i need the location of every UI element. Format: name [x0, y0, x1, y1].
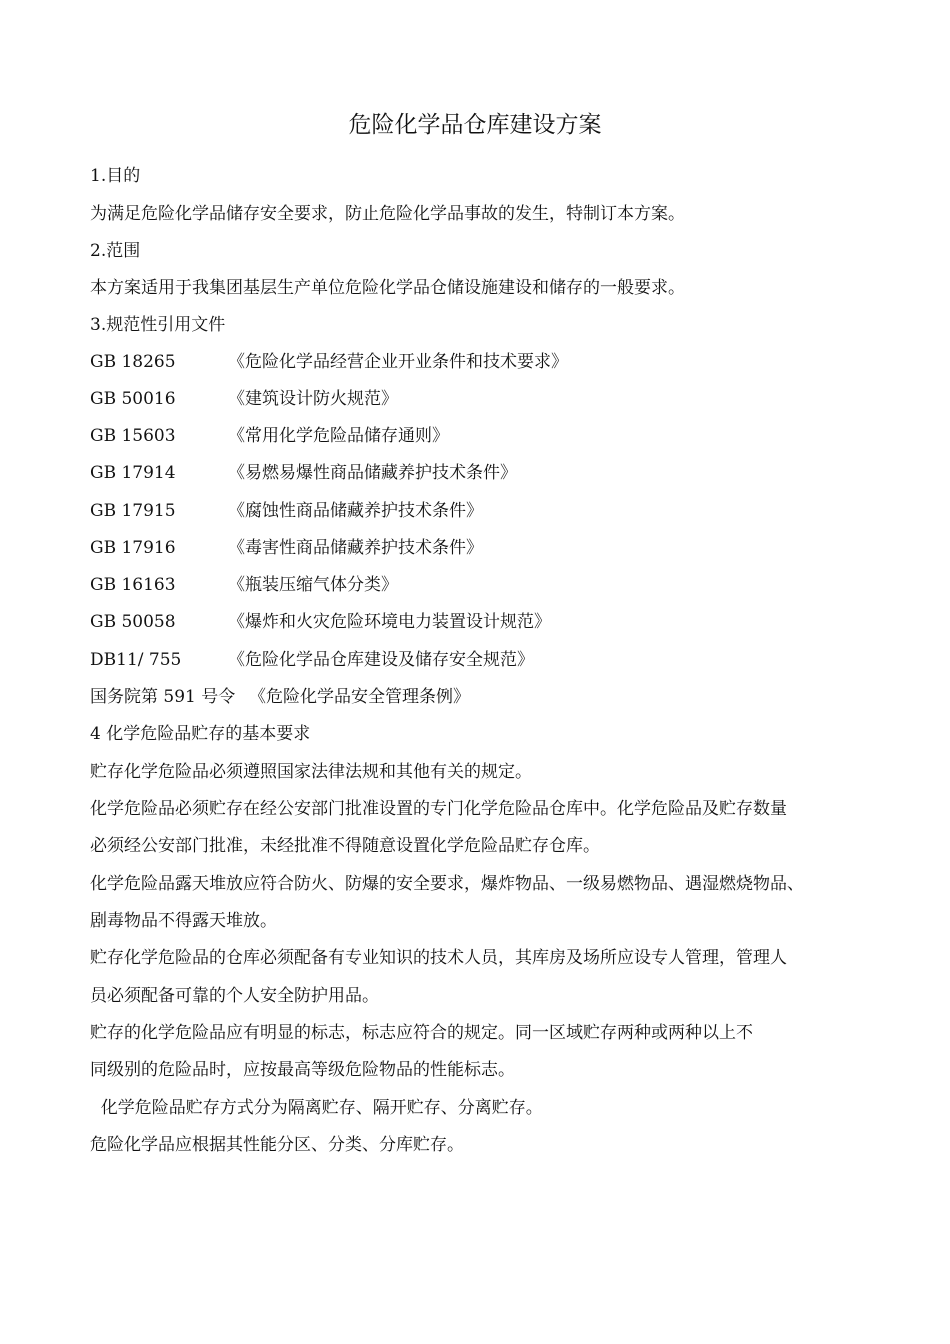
requirement-line: 必须经公安部门批准，未经批准不得随意设置化学危险品贮存仓库。	[90, 836, 600, 856]
reference-item	[90, 573, 398, 597]
reference-title: 《瓶装压缩气体分类》	[228, 575, 398, 595]
reference-title: 《危险化学品仓库建设及储存安全规范》	[228, 650, 534, 670]
requirement-line: 化学危险品露天堆放应符合防火、防爆的安全要求，爆炸物品、一级易燃物品、遇湿燃烧物品、	[90, 874, 804, 894]
section-heading-scope: 2.范围	[90, 241, 141, 261]
reference-code: GB 50016	[90, 389, 176, 409]
reference-title: 《爆炸和火灾危险环境电力装置设计规范》	[228, 612, 551, 632]
paragraph-scope: 本方案适用于我集团基层生产单位危险化学品仓储设施建设和储存的一般要求。	[90, 278, 685, 298]
reference-code: GB 17914	[90, 463, 176, 483]
reference-code: GB 50058	[90, 612, 176, 632]
reference-item	[90, 648, 534, 672]
decree-code: 国务院第 591 号令	[90, 687, 236, 707]
reference-title: 《建筑设计防火规范》	[228, 389, 398, 409]
requirement-line: 贮存的化学危险品应有明显的标志，标志应符合的规定。同一区域贮存两种或两种以上不	[90, 1023, 753, 1043]
reference-title: 《危险化学品经营企业开业条件和技术要求》	[228, 352, 568, 372]
decree-title: 《危险化学品安全管理条例》	[249, 687, 470, 707]
reference-item	[90, 536, 483, 560]
reference-item	[90, 350, 568, 374]
requirement-line: 危险化学品应根据其性能分区、分类、分库贮存。	[90, 1135, 464, 1155]
reference-item	[90, 461, 517, 485]
requirement-line: 贮存化学危险品必须遵照国家法律法规和其他有关的规定。	[90, 762, 532, 782]
reference-code: GB 16163	[90, 575, 176, 595]
reference-title: 《毒害性商品储藏养护技术条件》	[228, 538, 483, 558]
requirement-line: 同级别的危险品时，应按最高等级危险物品的性能标志。	[90, 1060, 515, 1080]
reference-code: GB 18265	[90, 352, 176, 372]
reference-item	[90, 499, 483, 523]
requirement-line: 化学危险品必须贮存在经公安部门批准设置的专门化学危险品仓库中。化学危险品及贮存数量	[90, 799, 787, 819]
reference-item	[90, 424, 449, 448]
reference-code: GB 17915	[90, 501, 176, 521]
reference-code: GB 17916	[90, 538, 176, 558]
requirement-line: 剧毒物品不得露天堆放。	[90, 911, 277, 931]
requirement-line: 员必须配备可靠的个人安全防护用品。	[90, 986, 379, 1006]
reference-title: 《常用化学危险品储存通则》	[228, 426, 449, 446]
section-heading-requirements: 4 化学危险品贮存的基本要求	[90, 724, 311, 744]
paragraph-purpose: 为满足危险化学品储存安全要求，防止危险化学品事故的发生，特制订本方案。	[90, 204, 685, 224]
reference-item	[90, 387, 398, 411]
section-heading-purpose: 1.目的	[90, 166, 141, 186]
requirement-line: 贮存化学危险品的仓库必须配备有专业知识的技术人员，其库房及场所应设专人管理，管理人	[90, 948, 787, 968]
document-title: 危险化学品仓库建设方案	[348, 112, 602, 138]
reference-item	[90, 610, 551, 634]
reference-code: GB 15603	[90, 426, 176, 446]
reference-code: DB11/ 755	[90, 650, 182, 670]
reference-item-decree	[90, 685, 470, 709]
reference-title: 《易燃易爆性商品储藏养护技术条件》	[228, 463, 517, 483]
reference-title: 《腐蚀性商品储藏养护技术条件》	[228, 501, 483, 521]
section-heading-references: 3.规范性引用文件	[90, 315, 226, 335]
requirement-line: 化学危险品贮存方式分为隔离贮存、隔开贮存、分离贮存。	[90, 1098, 543, 1118]
